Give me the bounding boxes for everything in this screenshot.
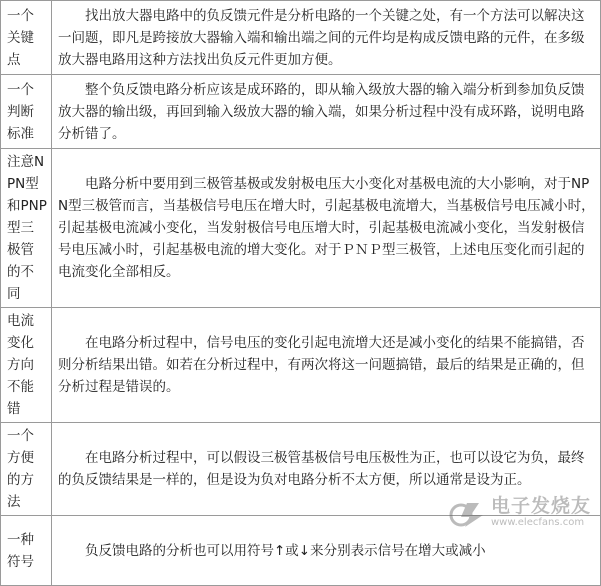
row-label: 注意NPN型和PNP型三极管的不同: [1, 149, 52, 308]
row-text: 负反馈电路的分析也可以用符号↑或↓来分别表示信号在增大或减小: [52, 516, 601, 586]
row-label: 一个关键点: [1, 1, 52, 75]
row-label: 电流变化方向不能错: [1, 308, 52, 423]
row-text: 电路分析中要用到三极管基极或发射极电压大小变化对基极电流的大小影响，对于NPN型三极管而言，当基极信号电压在增大时，引起基极电流增大，当基极信号电压减小时，引起基极电流减小变化，当发射极信号电压增大时，引起基极电流减小变化，当发射极信号电压减小时，引起基极电流的增大变化。对于ＰＮＰ型三极管，上述电压变化而引起的电流变化全部相反。: [52, 149, 601, 308]
row-text: 整个负反馈电路分析应该是成环路的，即从输入级放大器的输入端分析到参加负反馈放大器的输出级，再回到输入级放大器的输入端，如果分析过程中没有成环路，说明电路分析错了。: [52, 75, 601, 149]
row-label: 一个方便的方法: [1, 423, 52, 516]
row-text: 在电路分析过程中，信号电压的变化引起电流增大还是减小变化的结果不能搞错，否则分析结果出错。如若在分析过程中，有两次将这一问题搞错，最后的结果是正确的，但分析过程是错误的。: [52, 308, 601, 423]
table-row: [1, 1, 601, 75]
elecfans-logo-icon: [449, 499, 487, 529]
row-text: 在电路分析过程中，可以假设三极管基极信号电压极性为正，也可以设它为负，最终的负反馈结果是一样的，但是设为负对电路分析不太方便，所以通常是设为正。: [52, 423, 601, 516]
watermark: [449, 495, 591, 529]
row-label: 一种符号: [1, 516, 52, 586]
table-row: [1, 149, 601, 308]
watermark-url: www.elecfans.com: [490, 517, 585, 528]
watermark-name: 电子发烧友: [490, 495, 591, 517]
table-row: [1, 75, 601, 149]
table-row: [1, 308, 601, 423]
row-text: 找出放大器电路中的负反馈元件是分析电路的一个关键之处，有一个方法可以解决这一问题，即凡是跨接放大器输入端和输出端之间的元件均是构成反馈电路的元件，在多级放大器电路用这种方法找出负反元件更加方便。: [52, 1, 601, 75]
row-label: 一个判断标准: [1, 75, 52, 149]
